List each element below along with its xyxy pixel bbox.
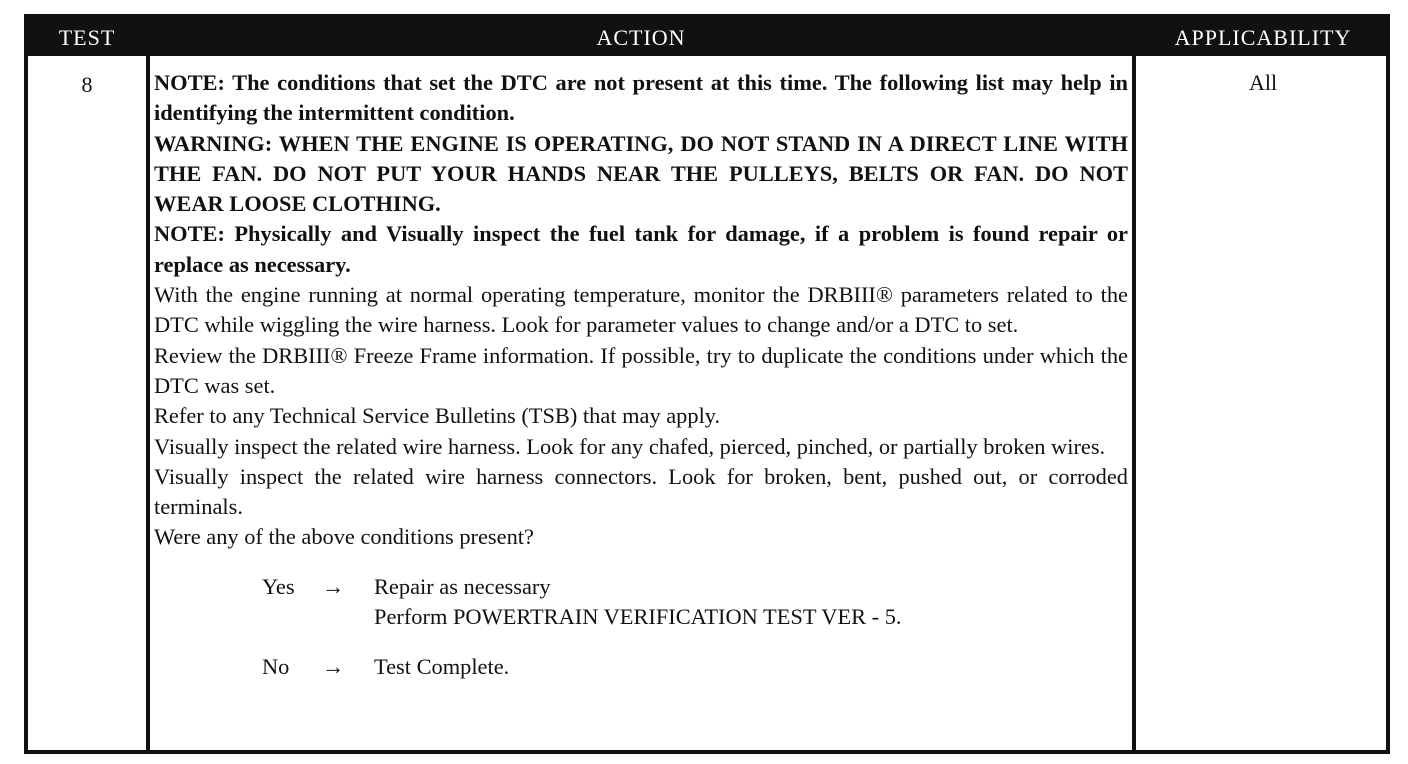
action-cell (154, 68, 1128, 682)
header-action: ACTION (596, 25, 686, 50)
header-test: TEST (58, 25, 116, 50)
note-paragraph: NOTE: The conditions that set the DTC are not present at this time. The following list may help in identifying the intermittent condition. (154, 70, 1128, 126)
diagnostic-table (24, 14, 1390, 754)
outcome-yes-line1: Repair as necessary (374, 573, 551, 599)
outcome-no (154, 652, 1128, 682)
column-divider (146, 56, 150, 750)
header-applicability: APPLICABILITY (1174, 25, 1352, 50)
outcome-no-label: No (262, 653, 290, 679)
column-divider (1132, 56, 1136, 750)
instruction-paragraph: Review the DRBIII® Freeze Frame information. If possible, try to duplicate the conditions under which the DTC was set. (154, 342, 1128, 398)
question-paragraph: Were any of the above conditions present? (154, 524, 534, 550)
instruction-paragraph: Refer to any Technical Service Bulletins (TSB) that may apply. (154, 403, 721, 429)
instruction-paragraph: With the engine running at normal operating temperature, monitor the DRBIII® parameters related to the DTC while wiggling the wire harness. Look for parameter values to change and/or a DTC to set. (154, 282, 1128, 338)
applicability-value: All (1248, 70, 1278, 95)
outcome-yes-label: Yes (262, 573, 295, 599)
instruction-paragraph: Visually inspect the related wire harness connectors. Look for broken, bent, pushed out, or corroded terminals. (154, 463, 1128, 520)
right-arrow-icon: → (322, 573, 345, 599)
right-arrow-icon: → (322, 653, 345, 679)
outcome-yes (154, 572, 1128, 632)
outcome-yes-text (374, 572, 902, 632)
table-header (28, 18, 1386, 56)
note-paragraph: NOTE: Physically and Visually inspect the fuel tank for damage, if a problem is found repair or replace as necessary. (154, 221, 1128, 277)
instruction-paragraph: Visually inspect the related wire harness. Look for any chafed, pierced, pinched, or partially broken wires. (154, 433, 1106, 459)
test-number: 8 (81, 72, 93, 97)
warning-paragraph: WARNING: WHEN THE ENGINE IS OPERATING, DO NOT STAND IN A DIRECT LINE WITH THE FAN. DO NOT PUT YOUR HANDS NEAR THE PULLEYS, BELTS OR FAN. DO NOT WEAR LOOSE CLOTHING. (154, 130, 1128, 217)
outcome-no-text: Test Complete. (374, 653, 510, 679)
outcome-yes-line2: Perform POWERTRAIN VERIFICATION TEST VER - 5. (374, 603, 902, 629)
